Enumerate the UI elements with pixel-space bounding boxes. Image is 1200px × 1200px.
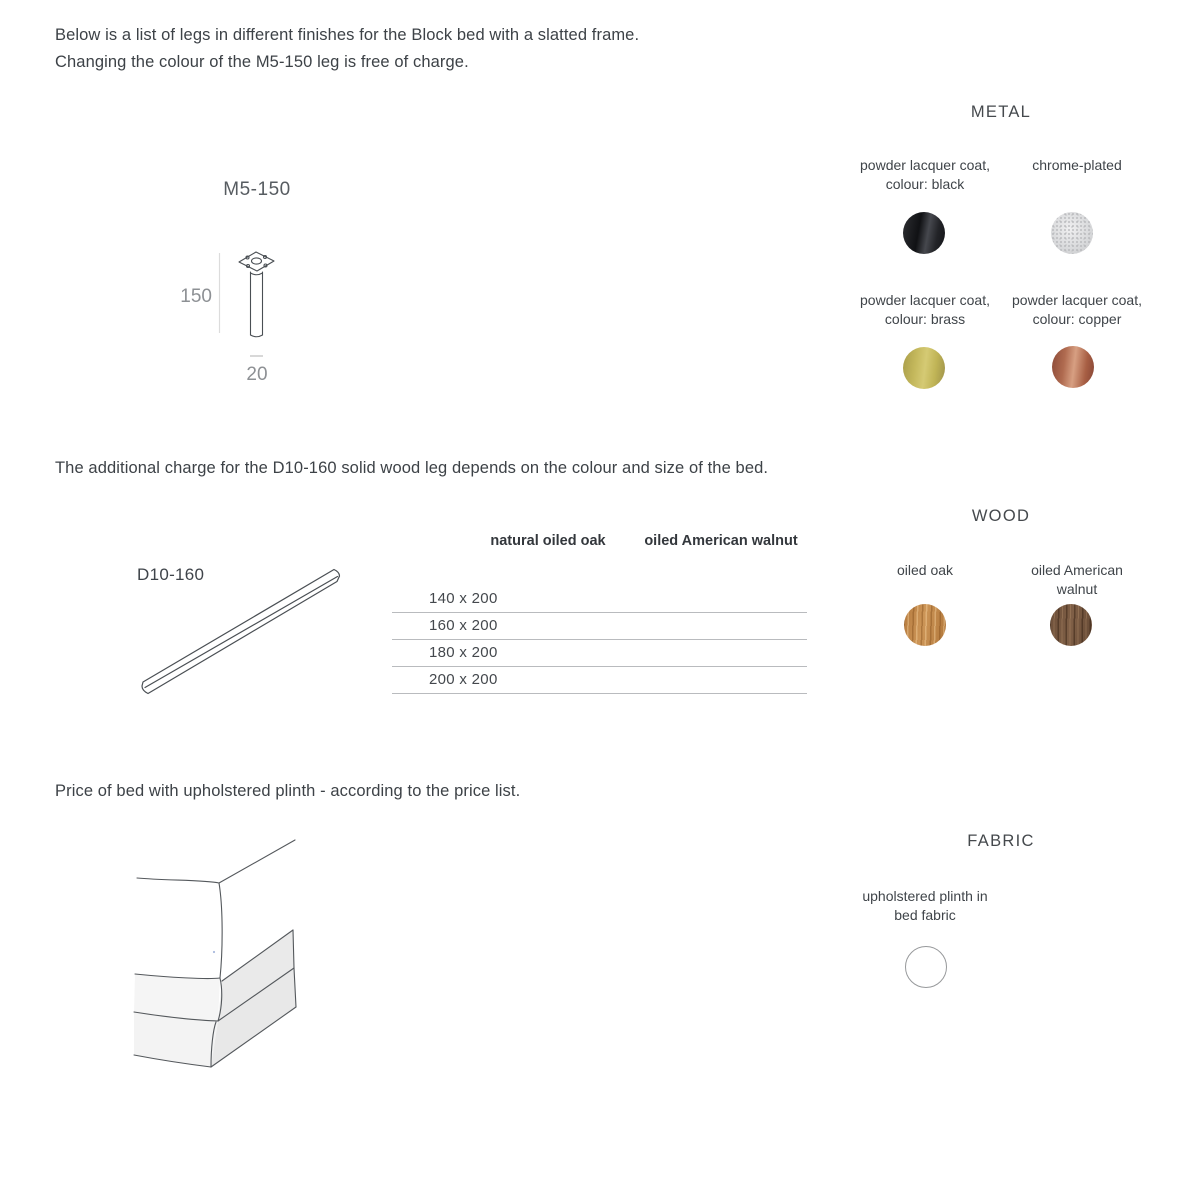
swatch-powder-brass [903, 347, 945, 389]
table-row-divider [392, 693, 807, 694]
swatch-oiled-oak [904, 604, 946, 646]
swatch-label-oiled-oak: oiled oak [896, 562, 954, 578]
swatch-label-powder-copper: powder lacquer coat, colour: copper [1012, 292, 1142, 327]
swatch-label-chrome: chrome-plated [1032, 157, 1122, 173]
table-row-size-160x200: 160 x 200 [429, 617, 498, 634]
m5-height-dimension: 150 [180, 286, 212, 307]
table-row-size-140x200: 140 x 200 [429, 590, 498, 607]
table-column-walnut: oiled American walnut [644, 533, 798, 549]
m5-leg-diagram [170, 240, 290, 390]
table-row-divider [392, 639, 807, 640]
table-row-size-180x200: 180 x 200 [429, 644, 498, 661]
swatch-powder-copper [1052, 346, 1094, 388]
swatch-chrome-plated [1051, 212, 1093, 254]
intro-line-1: Below is a list of legs in different finishes for the Block bed with a slatted frame. [55, 26, 640, 44]
swatch-label-powder-black: powder lacquer coat, colour: black [860, 157, 990, 192]
table-row-size-200x200: 200 x 200 [429, 671, 498, 688]
metal-section-title: METAL [970, 103, 1032, 121]
swatch-label-powder-brass: powder lacquer coat, colour: brass [860, 292, 990, 327]
intro-text [55, 22, 639, 76]
m5-width-dimension: 20 [246, 364, 268, 385]
swatch-bed-fabric [905, 946, 947, 988]
d10-160-label: D10-160 [137, 565, 205, 584]
d10-note: The additional charge for the D10-160 solid wood leg depends on the colour and size of the bed. [55, 459, 769, 477]
size-price-table [392, 530, 807, 702]
d10-leg-diagram [130, 560, 350, 705]
swatch-powder-black [903, 212, 945, 254]
bed-plinth-diagram [125, 830, 325, 1100]
fabric-section-title: FABRIC [967, 832, 1035, 850]
table-row-divider [392, 666, 807, 667]
table-row-divider [392, 612, 807, 613]
swatch-label-oiled-walnut: oiled American walnut [1031, 562, 1123, 597]
intro-line-2: Changing the colour of the M5-150 leg is free of charge. [55, 53, 469, 71]
plinth-note: Price of bed with upholstered plinth - according to the price list. [55, 782, 521, 800]
table-column-oak: natural oiled oak [490, 533, 606, 549]
swatch-oiled-walnut [1050, 604, 1092, 646]
swatch-label-upholstered-plinth: upholstered plinth in bed fabric [862, 888, 988, 923]
m5-150-label: M5-150 [223, 179, 291, 200]
wood-section-title: WOOD [971, 507, 1031, 525]
